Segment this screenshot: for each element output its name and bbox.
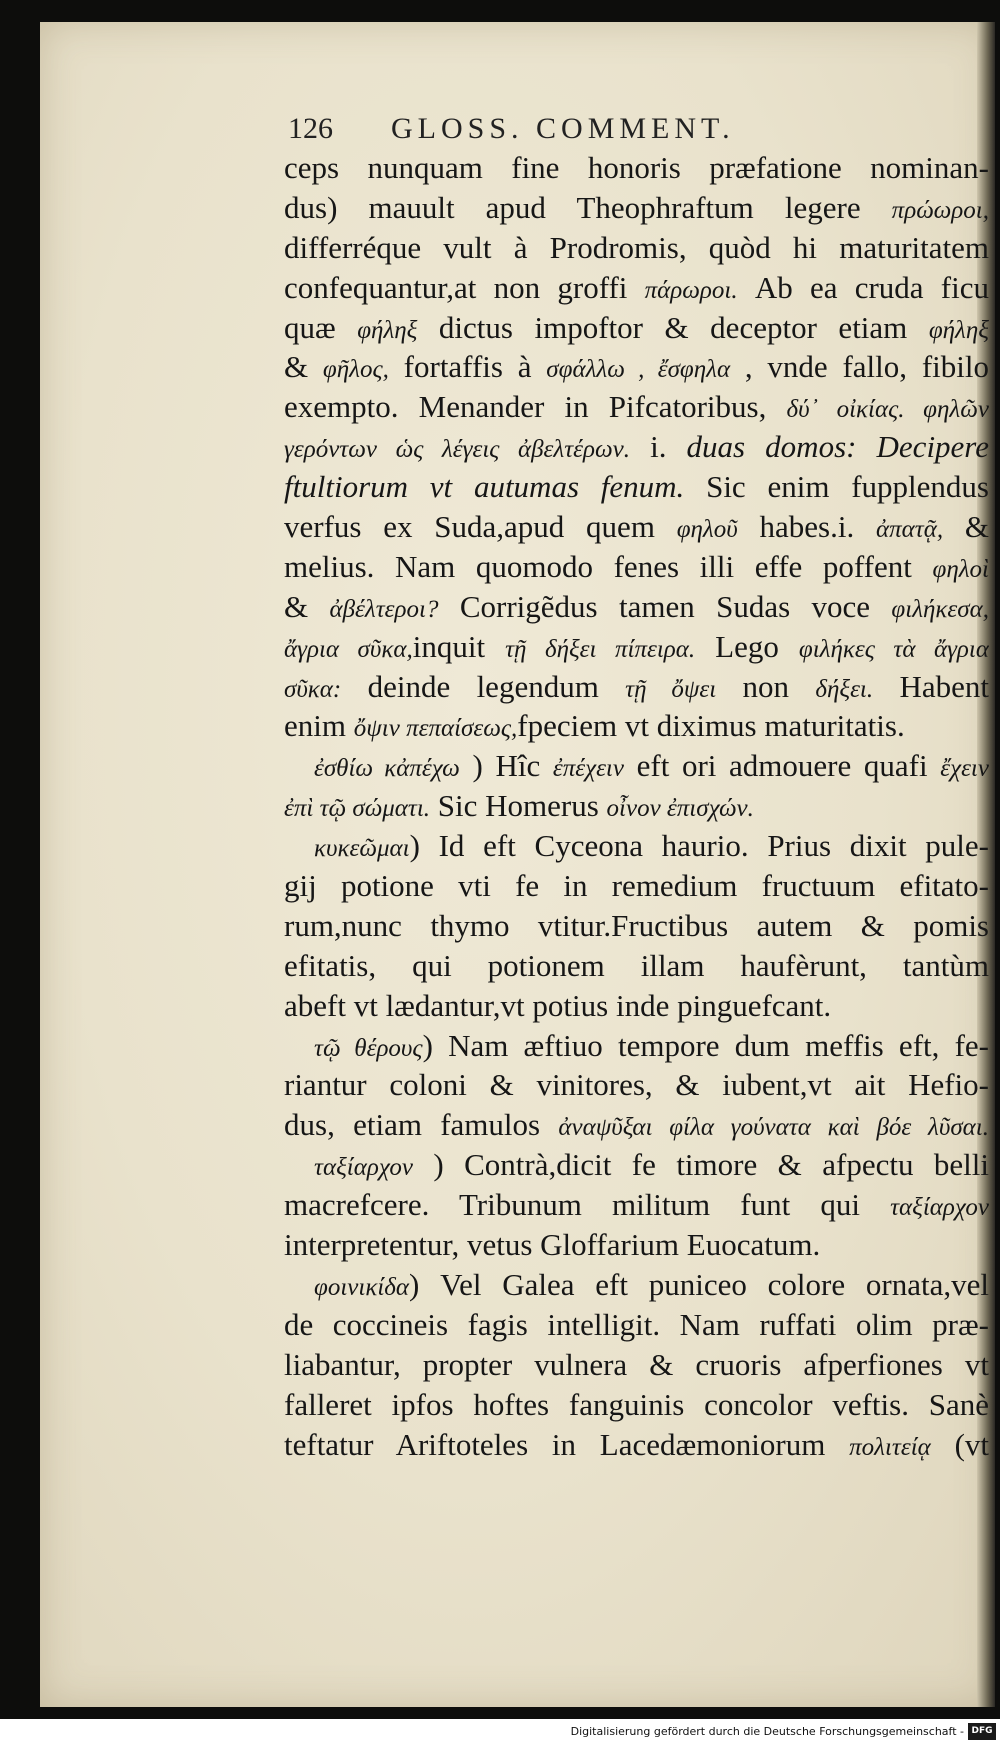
greek-text: φῆλος,	[322, 356, 389, 384]
latin-text: Corrigẽdus tamen Sudas voce	[438, 588, 892, 624]
latin-text: Sic enim fupplendus	[684, 469, 989, 505]
text-line	[284, 866, 989, 906]
greek-text: οἶνον ἐπισχών.	[606, 795, 754, 823]
digitization-footer	[0, 1719, 1000, 1746]
greek-text: φήληξ	[357, 316, 418, 344]
latin-text: de coccineis fagis intelligit. Nam ruffati olim præ-	[284, 1306, 989, 1342]
text-line	[284, 1265, 989, 1305]
latin-text: ) Contrà,dicit fe timore & afpectu belli	[412, 1147, 989, 1183]
greek-text: δύ᾽ οἰκίας. φηλῶν	[786, 396, 989, 424]
greek-text: ταξίαρχον	[890, 1194, 989, 1222]
latin-text: abeft vt lædantur,vt potius inde pinguefcant.	[284, 987, 832, 1023]
latin-text: deinde legendum	[341, 668, 626, 704]
text-line	[284, 268, 989, 308]
latin-text: verfus ex Suda,apud quem	[284, 509, 677, 545]
greek-text: φηλοὶ	[932, 555, 989, 583]
greek-text: κυκεῶμαι	[314, 835, 410, 863]
latin-text: &	[284, 588, 330, 624]
text-line	[284, 1225, 989, 1265]
greek-text: ταξίαρχον	[314, 1154, 413, 1182]
greek-text: ἐπέχειν	[552, 755, 624, 783]
text-line	[284, 347, 989, 387]
text-line	[284, 986, 989, 1026]
text-line	[284, 667, 989, 707]
greek-text: τῇ ὄψει	[625, 675, 717, 703]
latin-text: Sic Homerus	[430, 788, 607, 824]
latin-text: rum,nunc thymo vtitur.Fructibus autem & pomis	[284, 907, 989, 943]
latin-text: habes.i.	[737, 509, 876, 545]
latin-text: dus) mauult apud Theophraftum legere	[284, 189, 892, 225]
running-header	[288, 112, 808, 146]
text-line	[284, 627, 989, 667]
text-line	[284, 188, 989, 228]
latin-text: liabantur, propter vulnera & cruoris afperfiones vt	[284, 1346, 989, 1382]
book-page	[40, 22, 995, 1707]
latin-text: quæ	[284, 309, 358, 345]
text-line	[284, 1105, 989, 1145]
latin-text: dictus impoftor & deceptor etiam	[417, 309, 929, 345]
latin-text: ceps nunquam fine honoris præfatione nominan-	[284, 150, 989, 185]
text-line	[284, 1345, 989, 1385]
text-line	[284, 706, 989, 746]
latin-text: falleret ipfos hoftes fanguinis concolor veftis. Sanè	[284, 1386, 989, 1422]
greek-text: γερόντων ὡς λέγεις ἀβελτέρων.	[284, 436, 631, 464]
latin-text: ) Id eft Cyceona haurio. Prius dixit pule-	[409, 828, 989, 864]
greek-text: φιλήκεσα,	[891, 595, 989, 623]
greek-text: σφάλλω , ἔσφηλα	[546, 356, 731, 384]
latin-text: Ab ea cruda ficu	[737, 269, 989, 305]
text-line	[284, 1145, 989, 1185]
text-line	[284, 906, 989, 946]
latin-text: fpeciem vt diximus maturitatis.	[517, 708, 905, 744]
dfg-logo: DFG	[968, 1723, 996, 1740]
greek-text: φοινικίδα	[314, 1273, 410, 1301]
latin-text: riantur coloni & vinitores, & iubent,vt ait Hefio-	[284, 1067, 989, 1103]
greek-text: ἀναψῦξαι φίλα γούνατα καὶ βόε λῦσαι.	[558, 1114, 989, 1142]
page-number: 126	[288, 112, 333, 145]
greek-text: ἀπατᾷ,	[876, 516, 944, 544]
latin-text: non	[716, 668, 816, 704]
text-line	[284, 587, 989, 627]
greek-text: ἄγρια σῦκα,	[284, 635, 413, 663]
greek-text: ἀβέλτεροι?	[329, 595, 439, 623]
latin-text: enim	[284, 708, 354, 744]
greek-text: ἐπὶ τῷ σώματι.	[284, 795, 431, 823]
latin-text: differréque vult à Prodromis, quòd hi maturitatem	[284, 229, 989, 265]
text-line	[284, 746, 989, 786]
greek-text: ἐσθίω κἀπέχω	[314, 755, 460, 783]
greek-text: δήξει.	[815, 675, 874, 703]
latin-text: ) Hîc	[459, 748, 553, 784]
greek-text: ὄψιν πεπαίσεως,	[353, 715, 518, 743]
latin-text: interpretentur, vetus Gloffarium Euocatum.	[284, 1227, 821, 1263]
latin-text: efitatis, qui potionem illam haufèrunt, tantùm	[284, 947, 989, 983]
latin-text: melius. Nam quomodo fenes illi effe poffent	[284, 548, 933, 584]
greek-text: φηλοῦ	[676, 516, 738, 544]
text-line	[284, 1185, 989, 1225]
text-line	[284, 1305, 989, 1345]
latin-text: gij potione vti fe in remedium fructuum efitato-	[284, 868, 989, 904]
commentary-text	[284, 148, 989, 1464]
text-line	[284, 467, 989, 507]
text-line	[284, 1065, 989, 1105]
greek-text: πολιτείᾳ	[849, 1433, 931, 1461]
greek-text: φήληξ	[928, 316, 989, 344]
latin-text: ) Vel Galea eft puniceo colore ornata,vel	[409, 1266, 989, 1302]
italic-text: duas domos: Decipere	[686, 429, 989, 465]
latin-text: i.	[630, 429, 687, 465]
latin-text: eft ori admouere quafi	[623, 748, 941, 784]
latin-text: Lego	[695, 628, 799, 664]
latin-text: &	[284, 349, 323, 385]
italic-text: ftultiorum vt autumas fenum.	[284, 469, 685, 505]
text-line	[284, 148, 989, 188]
footer-credit: Digitalisierung gefördert durch die Deutsche Forschungsgemeinschaft -	[570, 1725, 964, 1738]
text-line	[284, 946, 989, 986]
text-line	[284, 786, 989, 826]
text-line	[284, 547, 989, 587]
latin-text: (vt	[930, 1426, 989, 1462]
greek-text: φιλήκες τὰ ἄγρια	[798, 635, 989, 663]
latin-text: inquit	[412, 628, 506, 664]
running-title: GLOSS. COMMENT.	[391, 112, 735, 145]
text-line	[284, 826, 989, 866]
latin-text: ) Nam æftiuo tempore dum meffis eft, fe-	[422, 1027, 989, 1063]
latin-text: &	[943, 509, 989, 545]
text-line	[284, 1026, 989, 1066]
latin-text: teftatur Ariftoteles in Lacedæmoniorum	[284, 1426, 850, 1462]
text-line	[284, 427, 989, 467]
latin-text: Habent	[873, 668, 989, 704]
latin-text: confequantur,at non groffi	[284, 269, 645, 305]
latin-text: macrefcere. Tribunum militum funt qui	[284, 1187, 891, 1223]
greek-text: ἔχειν	[940, 755, 989, 783]
text-line	[284, 308, 989, 348]
latin-text: fortaffis à	[388, 349, 547, 385]
greek-text: σῦκα:	[284, 675, 342, 703]
text-line	[284, 507, 989, 547]
text-line	[284, 228, 989, 268]
greek-text: τῷ θέρους	[314, 1034, 423, 1062]
latin-text: , vnde fallo, fibilo	[730, 349, 989, 385]
latin-text: exempto. Menander in Pifcatoribus,	[284, 389, 787, 425]
text-line	[284, 1425, 989, 1465]
latin-text: dus, etiam famulos	[284, 1107, 559, 1143]
text-line	[284, 1385, 989, 1425]
text-line	[284, 387, 989, 427]
greek-text: πρώωροι,	[891, 196, 989, 224]
greek-text: τῇ δήξει πίπειρα.	[505, 635, 696, 663]
greek-text: πάρωροι.	[644, 276, 738, 304]
